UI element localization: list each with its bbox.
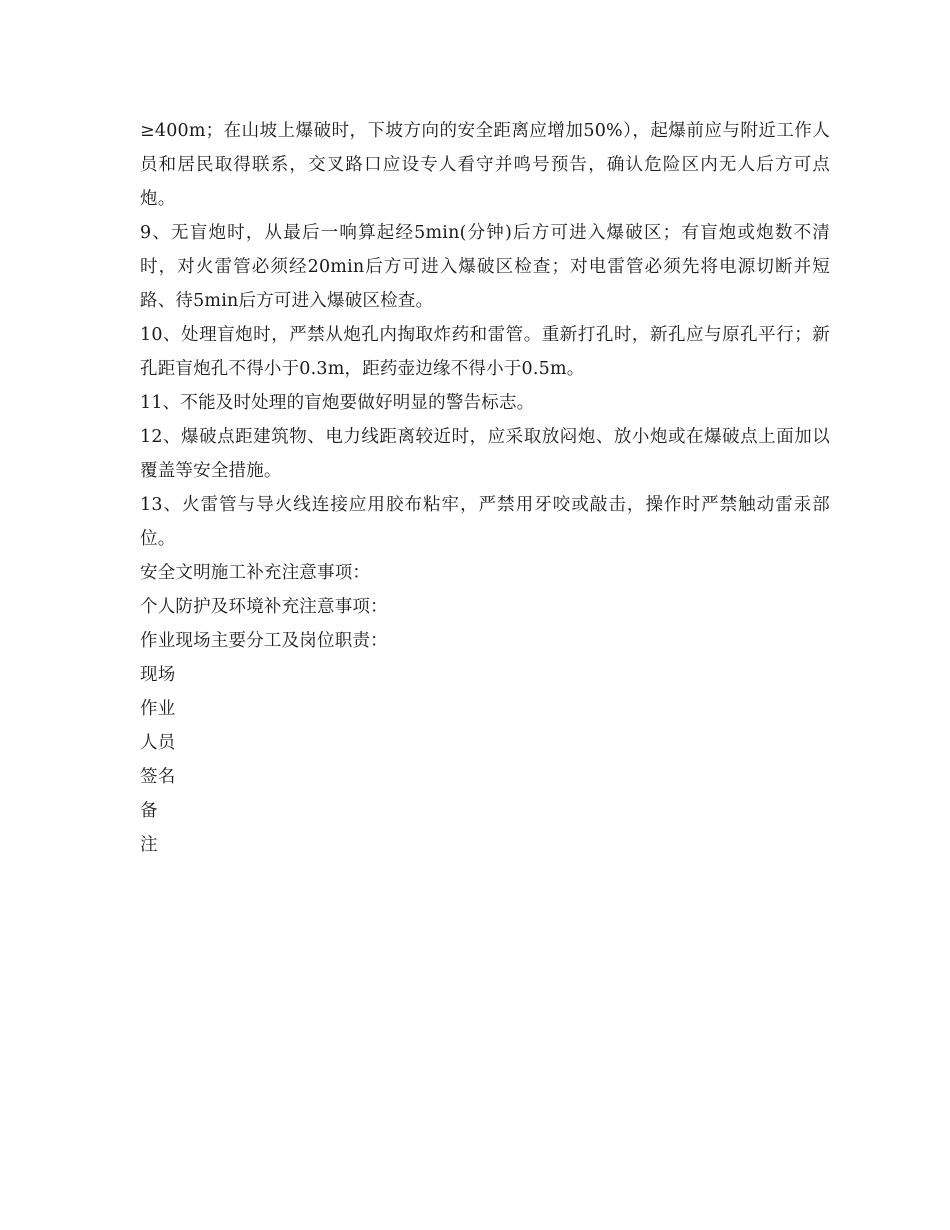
paragraph-item-9: 9、无盲炮时，从最后一响算起经5min(分钟)后方可进入爆破区；有盲炮或炮数不清时，对火雷管必须经20min后方可进入爆破区检查；对电雷管必须先将电源切断并短路、待5min后方可进入爆破区检查。 <box>140 223 830 311</box>
signature-label-line: 作业 <box>140 699 176 719</box>
remarks-label-line: 备 <box>140 801 158 821</box>
paragraph-item-10: 10、处理盲炮时，严禁从炮孔内掏取炸药和雷管。重新打孔时，新孔应与原孔平行；新孔距盲炮孔不得小于0.3m，距药壶边缘不得小于0.5m。 <box>140 325 830 379</box>
signature-label-line: 人员 <box>140 733 176 753</box>
paragraph-item-13: 13、火雷管与导火线连接应用胶布粘牢，严禁用牙咬或敲击，操作时严禁触动雷汞部位。 <box>140 495 830 549</box>
remarks-label-line: 注 <box>140 835 158 855</box>
paragraph-safety-distance: ≥400m；在山坡上爆破时，下坡方向的安全距离应增加50%），起爆前应与附近工作人员和居民取得联系，交叉路口应设专人看守并鸣号预告，确认危险区内无人后方可点炮。 <box>140 121 830 209</box>
paragraph-item-12: 12、爆破点距建筑物、电力线距离较近时，应采取放闷炮、放小炮或在爆破点上面加以覆盖等安全措施。 <box>140 427 830 481</box>
duties-label: 作业现场主要分工及岗位职责： <box>140 631 388 651</box>
signature-label-line: 现场 <box>140 665 176 685</box>
document-body <box>140 114 830 862</box>
signature-label-line: 签名 <box>140 767 176 787</box>
paragraph-item-11: 11、不能及时处理的盲炮要做好明显的警告标志。 <box>140 393 535 413</box>
supplement-safety-label: 安全文明施工补充注意事项： <box>140 563 371 583</box>
supplement-personal-label: 个人防护及环境补充注意事项： <box>140 597 388 617</box>
